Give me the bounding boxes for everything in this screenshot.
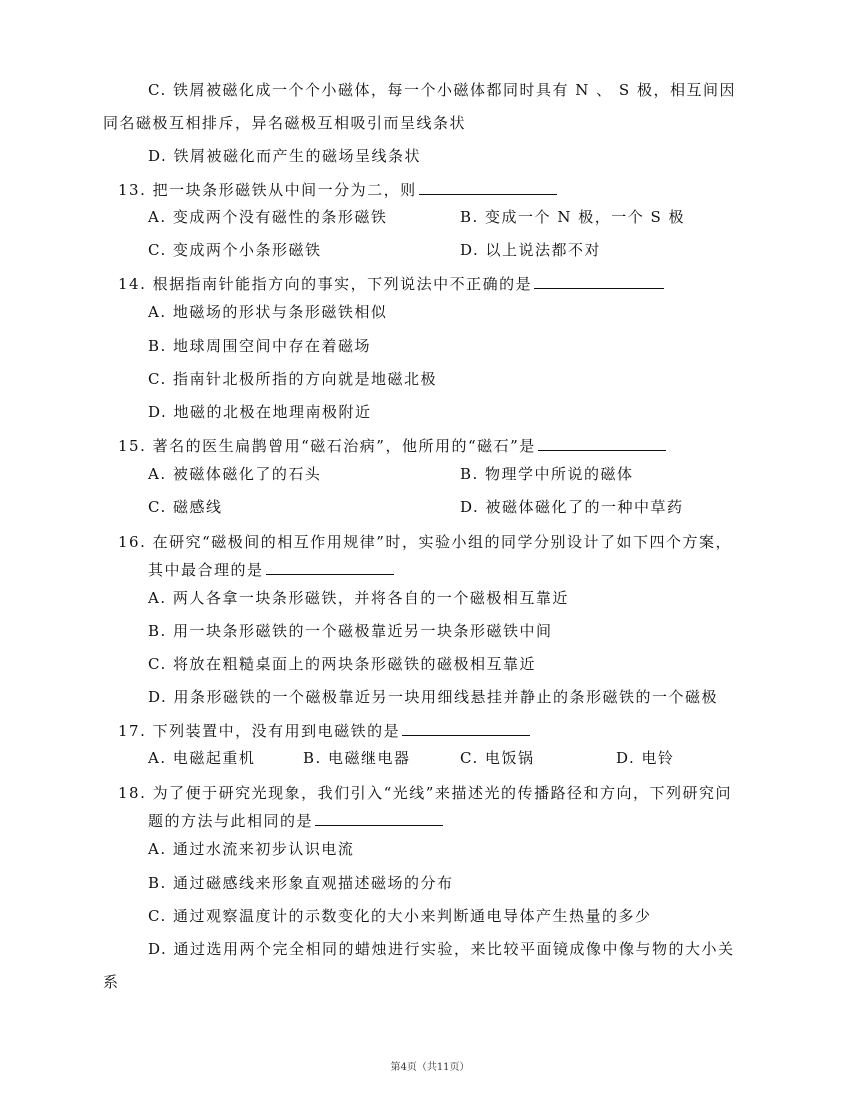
q13-stem xyxy=(118,180,557,200)
q13-answer-blank xyxy=(419,180,557,195)
q16-option-a: A. 两人各拿一块条形磁铁，并将各自的一个磁极相互靠近 xyxy=(148,589,569,607)
q14-option-c: C. 指南针北极所指的方向就是地磁北极 xyxy=(148,370,437,388)
q12-option-c-line1: C. 铁屑被磁化成一个个小磁体，每一个小磁体都同时具有 N 、 S 极，相互间因 xyxy=(148,81,736,99)
q18-option-b: B. 通过磁感线来形象直观描述磁场的分布 xyxy=(148,874,454,892)
q17-option-d: D. 电铃 xyxy=(616,749,675,767)
q13-stem-text: 13. 把一块条形磁铁从中间一分为二，则 xyxy=(118,181,417,199)
q15-option-d: D. 被磁体磁化了的一种中草药 xyxy=(460,498,684,516)
q18-stem-line2 xyxy=(148,811,443,831)
q13-option-d: D. 以上说法都不对 xyxy=(460,241,602,259)
q17-option-a: A. 电磁起重机 xyxy=(148,749,256,767)
page-footer: 第4页（共11页） xyxy=(390,1062,470,1073)
q16-answer-blank xyxy=(266,560,394,575)
q14-stem xyxy=(118,274,664,294)
q14-option-a: A. 地磁场的形状与条形磁铁相似 xyxy=(148,303,388,321)
q15-answer-blank xyxy=(538,436,666,451)
q18-option-d-line2: 系 xyxy=(103,973,120,991)
q15-stem xyxy=(118,436,666,456)
q14-option-b: B. 地球周围空间中存在着磁场 xyxy=(148,337,372,355)
q12-option-d: D. 铁屑被磁化而产生的磁场呈线条状 xyxy=(148,147,422,165)
q17-stem-text: 17. 下列装置中，没有用到电磁铁的是 xyxy=(118,722,401,740)
q16-stem-line2 xyxy=(148,560,394,580)
q15-stem-text: 15. 著名的医生扁鹊曾用“磁石治病”，他所用的“磁石”是 xyxy=(118,437,536,455)
q18-option-a: A. 通过水流来初步认识电流 xyxy=(148,840,355,858)
q14-stem-text: 14. 根据指南针能指方向的事实，下列说法中不正确的是 xyxy=(118,275,533,293)
q15-option-b: B. 物理学中所说的磁体 xyxy=(460,465,634,483)
q14-answer-blank xyxy=(534,274,664,289)
q13-option-b: B. 变成一个 N 极，一个 S 极 xyxy=(460,208,686,226)
q17-stem xyxy=(118,721,530,741)
q17-option-c: C. 电饭锅 xyxy=(460,749,535,767)
q13-option-c: C. 变成两个小条形磁铁 xyxy=(148,241,322,259)
q16-stem-line1: 16. 在研究“磁极间的相互作用规律”时，实验小组的同学分别设计了如下四个方案， xyxy=(118,533,732,551)
q13-option-a: A. 变成两个没有磁性的条形磁铁 xyxy=(148,208,388,226)
q18-option-c: C. 通过观察温度计的示数变化的大小来判断通电导体产生热量的多少 xyxy=(148,907,652,925)
q16-option-d: D. 用条形磁铁的一个磁极靠近另一块用细线悬挂并静止的条形磁铁的一个磁极 xyxy=(148,688,719,706)
q15-option-a: A. 被磁体磁化了的石头 xyxy=(148,465,322,483)
q18-answer-blank xyxy=(315,811,443,826)
q15-option-c: C. 磁感线 xyxy=(148,498,223,516)
q18-stem-text: 题的方法与此相同的是 xyxy=(148,812,314,830)
q17-answer-blank xyxy=(402,721,530,736)
q17-option-b: B. 电磁继电器 xyxy=(303,749,411,767)
q14-option-d: D. 地磁的北极在地理南极附近 xyxy=(148,403,372,421)
q18-option-d-line1: D. 通过选用两个完全相同的蜡烛进行实验，来比较平面镜成像中像与物的大小关 xyxy=(148,940,735,958)
q12-option-c-line2: 同名磁极互相排斥，异名磁极互相吸引而呈线条状 xyxy=(103,114,467,132)
q16-option-b: B. 用一块条形磁铁的一个磁极靠近另一块条形磁铁中间 xyxy=(148,622,553,640)
q16-option-c: C. 将放在粗糙桌面上的两块条形磁铁的磁极相互靠近 xyxy=(148,655,536,673)
q16-stem-text: 其中最合理的是 xyxy=(148,561,264,579)
q18-stem-line1: 18. 为了便于研究光现象，我们引入“光线”来描述光的传播路径和方向，下列研究问 xyxy=(118,784,732,802)
